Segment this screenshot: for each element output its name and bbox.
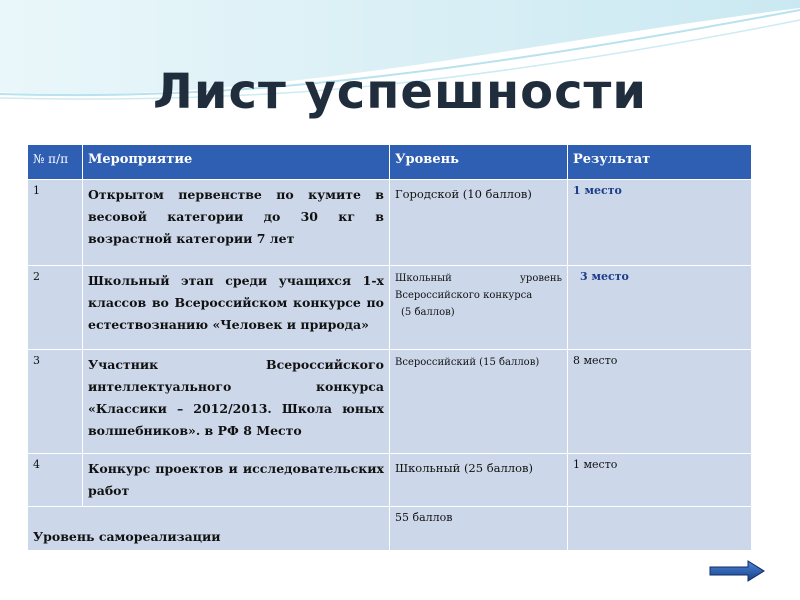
row-event: Конкурс проектов и исследовательских работ xyxy=(83,454,390,507)
page-title: Лист успешности xyxy=(153,64,647,120)
row-level-part: (5 баллов) xyxy=(401,307,455,318)
row-level-part: Школьный xyxy=(395,273,452,284)
row-event-part: Всероссийского xyxy=(266,357,384,372)
row-level-part: уровень xyxy=(520,273,562,284)
summary-empty-cell xyxy=(568,507,752,551)
header-level: Уровень xyxy=(390,145,568,180)
row-level: Школьный (25 баллов) xyxy=(390,454,568,507)
summary-label: Уровень самореализации xyxy=(28,507,390,551)
header-result: Результат xyxy=(568,145,752,180)
row-level: Городской (10 баллов) xyxy=(390,180,568,266)
table-summary-row xyxy=(28,507,752,551)
row-event: Открытом первенстве по кумите в весовой категории до 30 кг в возрастной категории 7 лет xyxy=(83,180,390,266)
row-num: 2 xyxy=(28,266,83,350)
row-result: 3 место xyxy=(568,266,752,350)
row-level-part: Всероссийского конкурса xyxy=(395,290,533,301)
row-level xyxy=(390,266,568,350)
right-arrow-icon xyxy=(708,560,766,582)
table-header-row xyxy=(28,145,752,180)
success-table xyxy=(27,144,752,551)
row-result: 1 место xyxy=(568,454,752,507)
row-level: Всероссийский (15 баллов) xyxy=(390,350,568,454)
row-num: 3 xyxy=(28,350,83,454)
table-row xyxy=(28,350,752,454)
table-row xyxy=(28,454,752,507)
summary-value: 55 баллов xyxy=(390,507,568,551)
row-event-part: интеллектуального конкурса «Классики – 2012/2013. Школа юных волшебников». в РФ 8 Место xyxy=(88,379,384,438)
row-num: 1 xyxy=(28,180,83,266)
next-slide-button[interactable] xyxy=(708,560,766,582)
row-event-part: Участник xyxy=(88,357,159,372)
row-result: 1 место xyxy=(568,180,752,266)
header-num: № п/п xyxy=(28,145,83,180)
row-event: Школьный этап среди учащихся 1-х классов во Всероссийском конкурсе по естествознанию «Человек и природа» xyxy=(83,266,390,350)
header-event: Мероприятие xyxy=(83,145,390,180)
row-event xyxy=(83,350,390,454)
row-num: 4 xyxy=(28,454,83,507)
row-result: 8 место xyxy=(568,350,752,454)
table-row xyxy=(28,180,752,266)
table-row xyxy=(28,266,752,350)
